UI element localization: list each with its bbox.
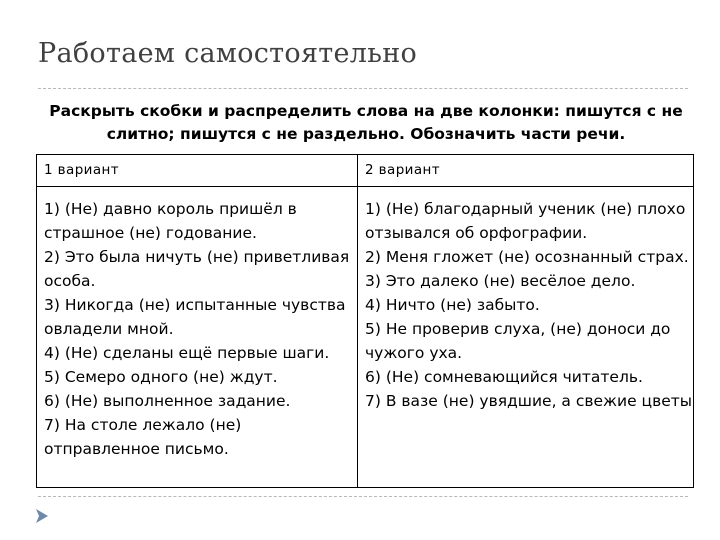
variant-2-item-5: 5) Не проверив слуха, (не) доноси до чужого уха. [365, 320, 671, 362]
task-instructions: Раскрыть скобки и распределить слова на две колонки: пишутся с не слитно; пишутся с не раздельно. Обозначить части речи. [49, 102, 683, 143]
title-divider [38, 88, 688, 89]
header-variant-1: 1 вариант [37, 155, 358, 187]
variant-2-item-3: 3) Это далеко (не) весёлое дело. [365, 272, 636, 290]
triangle-right-icon-shape [36, 509, 48, 523]
variant-1-item-2: 2) Это была ничуть (не) приветливая особа. [44, 248, 350, 290]
variant-1-item-5: 5) Семеро одного (не) ждут. [44, 368, 278, 386]
triangle-right-icon [34, 508, 50, 524]
table-row [37, 187, 694, 488]
variant-1-item-6: 6) (Не) выполненное задание. [44, 392, 291, 410]
header-variant-2: 2 вариант [358, 155, 694, 187]
variant-1-item-3: 3) Никогда (не) испытанные чувства овладели мной. [44, 296, 346, 338]
table-header-row [37, 155, 694, 187]
variants-table [36, 154, 694, 488]
variant-2-item-7: 7) В вазе (не) увядшие, а свежие цветы [365, 392, 693, 410]
variant-2-item-1: 1) (Не) благодарный ученик (не) плохо отзывался об орфографии. [365, 200, 686, 242]
variant-2-item-6: 6) (Не) сомневающийся читатель. [365, 368, 643, 386]
variant-1-cell [37, 187, 358, 488]
variant-2-item-4: 4) Ничто (не) забыто. [365, 296, 540, 314]
footer-divider [38, 496, 688, 497]
slide-title: Работаем самостоятельно [38, 38, 418, 69]
variant-1-item-1: 1) (Не) давно король пришёл в страшное (не) годование. [44, 200, 297, 242]
variant-2-item-2: 2) Меня гложет (не) осознанный страх. [365, 248, 689, 266]
variant-1-item-7: 7) На столе лежало (не) отправленное письмо. [44, 416, 242, 458]
variant-1-item-4: 4) (Не) сделаны ещё первые шаги. [44, 344, 330, 362]
variant-2-cell [358, 187, 694, 488]
